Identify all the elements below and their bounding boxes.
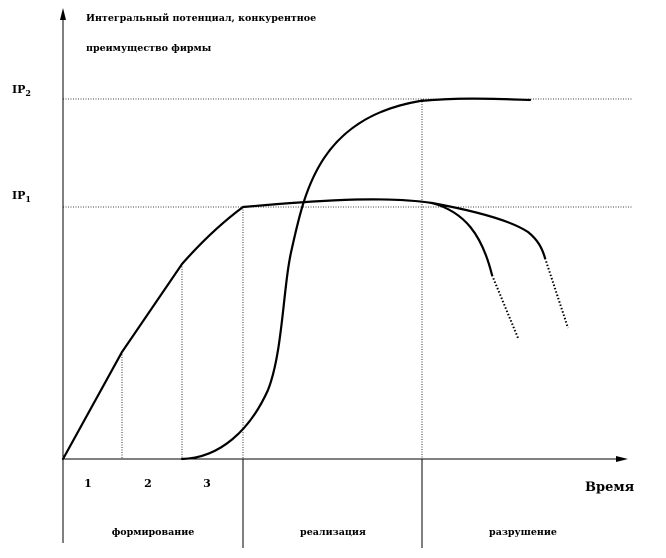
potential-curve-first: [63, 199, 492, 459]
ip2-label-prefix: IP: [12, 83, 26, 96]
y-axis-label-line-2: преимущество фирмы: [86, 43, 212, 54]
ip1-label-subscript: 1: [25, 194, 31, 204]
potential-curve-second-tail: [545, 258, 568, 328]
substage-label-3: 3: [203, 477, 211, 490]
ip2-label: [12, 83, 31, 98]
potential-curve-first-tail: [492, 275, 518, 338]
potential-curve-second-decline: [432, 203, 545, 258]
phase-label-realization: реализация: [300, 527, 366, 538]
phase-label-formation: формирование: [111, 527, 195, 538]
ip2-label-subscript: 2: [25, 88, 31, 98]
substage-label-2: 2: [144, 477, 152, 490]
y-axis-label-line-1: Интегральный потенциал, конкурентное: [86, 13, 317, 24]
ip1-label-prefix: IP: [12, 189, 26, 202]
x-axis-label: Время: [585, 480, 635, 495]
substage-label-1: 1: [84, 477, 92, 490]
ip1-label: [12, 189, 31, 204]
x-axis-arrow: [616, 456, 628, 462]
phase-label-destruction: разрушение: [489, 527, 557, 538]
y-axis-arrow: [60, 8, 66, 20]
potential-curve-second: [182, 99, 530, 459]
